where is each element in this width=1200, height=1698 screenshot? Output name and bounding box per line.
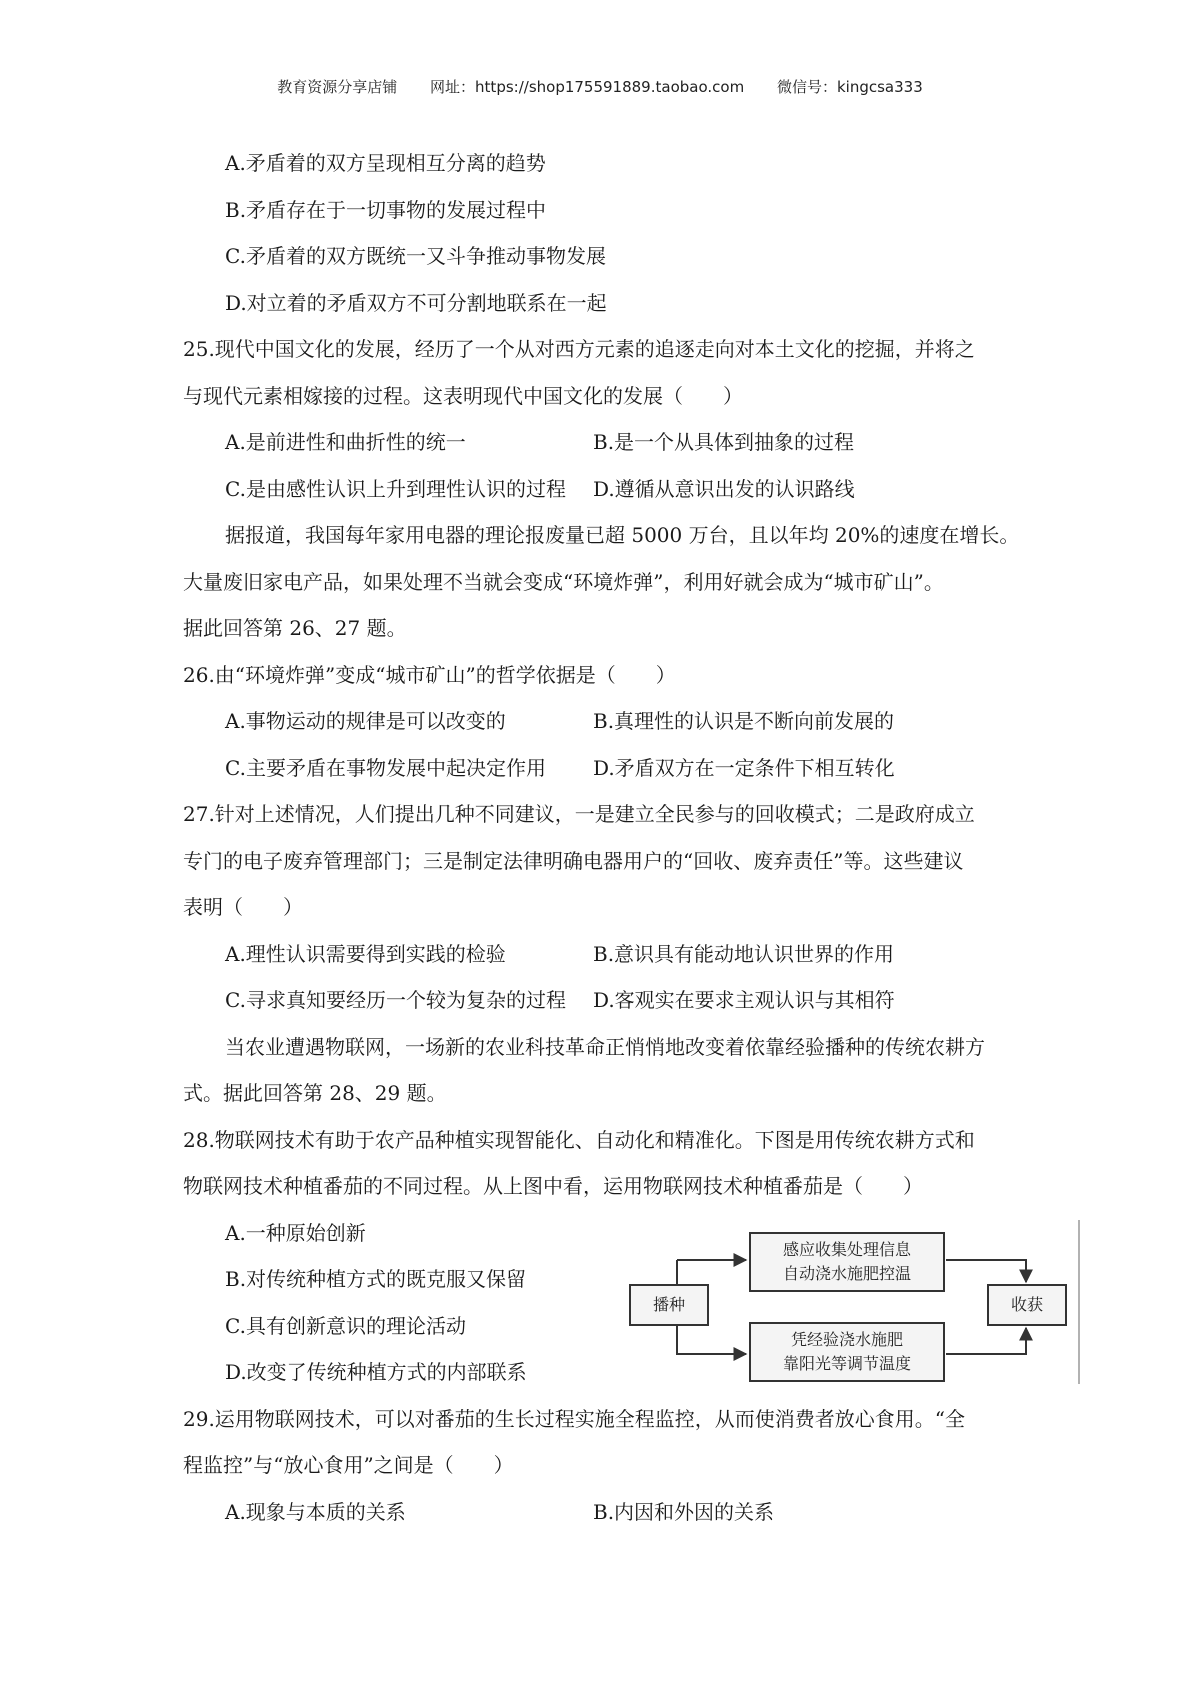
header-shop-name: 教育资源分享店铺 (277, 78, 398, 96)
arrow-top-to-harvest (946, 1260, 1026, 1282)
diagram-box-traditional (749, 1322, 945, 1382)
arrow-bottom-to-harvest (946, 1328, 1026, 1354)
q27-stem-line2: 专门的电子废弃管理部门；三是制定法律明确电器用户的“回收、废弃责任”等。这些建议 (183, 848, 964, 873)
q29-options-row1 (183, 1489, 1033, 1536)
q24-option-d: D.对立着的矛盾双方不可分割地联系在一起 (225, 290, 607, 315)
q28-option-b: B.对传统种植方式的既克服又保留 (225, 1267, 527, 1291)
q24-option-c: C.矛盾着的双方既统一又斗争推动事物发展 (225, 244, 606, 268)
header-url: 网址：https://shop175591889.taobao.com (430, 78, 745, 96)
q27-option-a: A.理性认识需要得到实践的检验 (225, 941, 506, 966)
q25-option-a: A.是前进性和曲折性的统一 (225, 430, 466, 454)
q26-option-b: B.真理性的认识是不断向前发展的 (593, 709, 895, 733)
diagram-top-line2: 自动浇水施肥控温 (782, 1264, 911, 1283)
q28-option-d: D.改变了传统种植方式的内部联系 (225, 1360, 527, 1384)
diagram-box-iot (749, 1232, 945, 1292)
diagram-box-sowing (629, 1284, 709, 1326)
q25-option-c: C.是由感性认识上升到理性认识的过程 (225, 476, 566, 501)
q26-option-a: A.事物运动的规律是可以改变的 (225, 709, 506, 733)
q25-stem-line1: 25.现代中国文化的发展，经历了一个从对西方元素的追逐走向对本土文化的挖掘，并将之 (183, 337, 975, 361)
q29-stem-line1: 29.运用物联网技术，可以对番茄的生长过程实施全程监控，从而使消费者放心食用。“全 (183, 1406, 966, 1431)
diagram-bottom-line2: 靠阳光等调节温度 (782, 1354, 911, 1373)
q29-option-b: B.内因和外因的关系 (593, 1499, 775, 1524)
diagram-box-harvest (987, 1284, 1067, 1326)
q27-options-row2 (183, 977, 1033, 1024)
q24-option-b: B.矛盾存在于一切事物的发展过程中 (225, 197, 547, 222)
diagram-bottom-line1: 凭经验浇水施肥 (790, 1330, 903, 1349)
page-header (0, 76, 1200, 97)
q28-flow-diagram (621, 1218, 1083, 1386)
q26-options-row2 (183, 745, 1033, 792)
material1-line1: 据报道，我国每年家用电器的理论报废量已超 5000 万台，且以年均 20%的速度在增长。 (225, 523, 1020, 547)
q27-stem-line3: 表明（ ） (183, 895, 303, 919)
material1-line3: 据此回答第 26、27 题。 (183, 616, 407, 640)
q25-options-row1 (183, 419, 1033, 466)
q26-option-d: D.矛盾双方在一定条件下相互转化 (593, 755, 895, 780)
q25-stem-line2: 与现代元素相嫁接的过程。这表明现代中国文化的发展（ ） (183, 383, 743, 408)
q28-option-a: A.一种原始创新 (225, 1220, 366, 1245)
q27-stem-line1: 27.针对上述情况，人们提出几种不同建议，一是建立全民参与的回收模式；二是政府成立 (183, 802, 975, 826)
q27-option-b: B.意识具有能动地认识世界的作用 (593, 941, 895, 966)
q27-options-row1 (183, 931, 1033, 978)
q27-option-d: D.客观实在要求主观认识与其相符 (593, 988, 895, 1012)
material1-line2: 大量废旧家电产品，如果处理不当就会变成“环境炸弹”，利用好就会成为“城市矿山”。 (183, 569, 944, 594)
q29-stem-line2: 程监控”与“放心食用”之间是（ ） (183, 1453, 514, 1477)
diagram-start-label: 播种 (652, 1295, 685, 1314)
q26-stem: 26.由“环境炸弹”变成“城市矿山”的哲学依据是（ ） (183, 662, 676, 687)
q29-option-a: A.现象与本质的关系 (225, 1499, 406, 1524)
q25-options-row2 (183, 466, 1033, 513)
diagram-end-label: 收获 (1010, 1295, 1043, 1314)
header-wechat: 微信号：kingcsa333 (776, 78, 923, 96)
q28-stem-line1: 28.物联网技术有助于农产品种植实现智能化、自动化和精准化。下图是用传统农耕方式和 (183, 1127, 975, 1152)
q25-option-d: D.遵循从意识出发的认识路线 (593, 476, 855, 501)
q28-stem-line2: 物联网技术种植番茄的不同过程。从上图中看，运用物联网技术种植番茄是（ ） (183, 1174, 923, 1198)
q26-options-row1 (183, 698, 1033, 745)
material2-line1: 当农业遭遇物联网，一场新的农业科技革命正悄悄地改变着依靠经验播种的传统农耕方 (225, 1034, 985, 1059)
diagram-top-line1: 感应收集处理信息 (782, 1240, 911, 1259)
q26-option-c: C.主要矛盾在事物发展中起决定作用 (225, 755, 546, 780)
q27-option-c: C.寻求真知要经历一个较为复杂的过程 (225, 988, 566, 1012)
q28-option-c: C.具有创新意识的理论活动 (225, 1313, 466, 1338)
arrow-to-bottom-box (677, 1328, 746, 1354)
q25-option-b: B.是一个从具体到抽象的过程 (593, 430, 855, 454)
material2-line2: 式。据此回答第 28、29 题。 (183, 1081, 447, 1105)
q24-option-a: A.矛盾着的双方呈现相互分离的趋势 (225, 151, 546, 175)
